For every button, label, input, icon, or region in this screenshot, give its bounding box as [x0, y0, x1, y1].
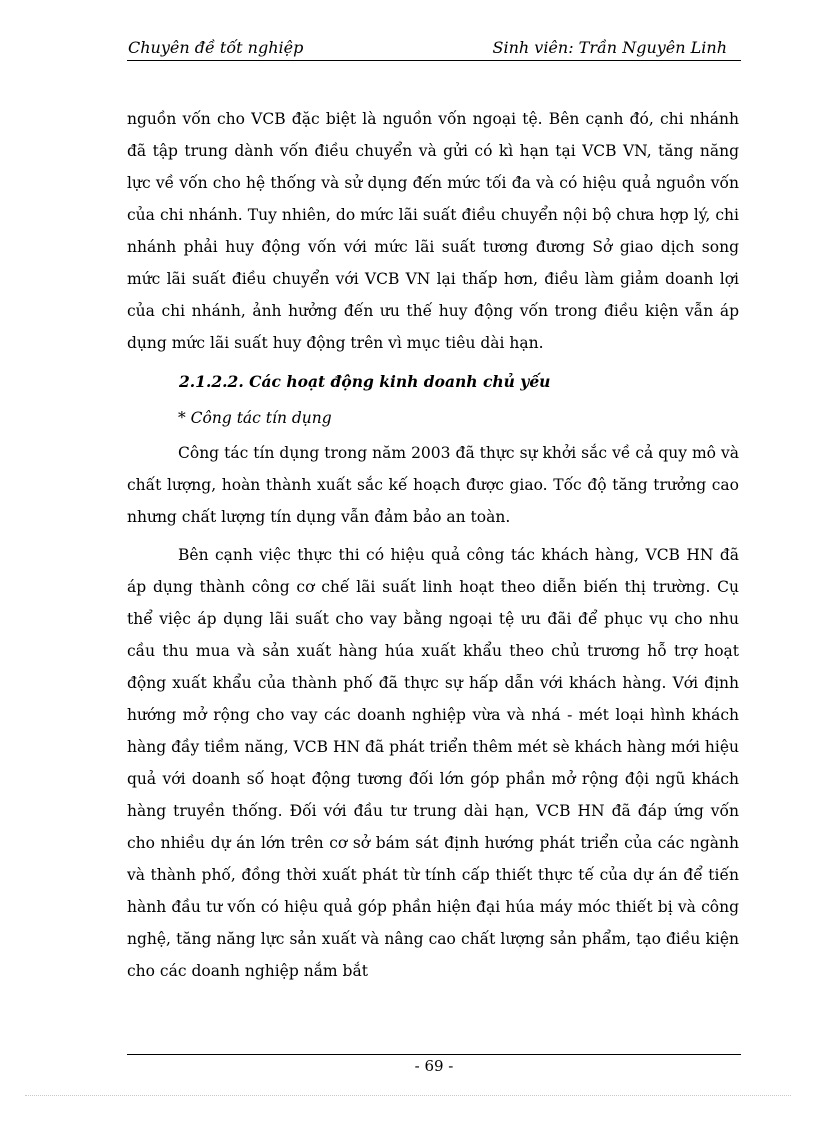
section-heading: 2.1.2.2. Các hoạt động kinh doanh chủ yếu	[179, 372, 551, 391]
paragraph-credit-details: Bên cạnh việc thực thi có hiệu quả công tác khách hàng, VCB HN đã áp dụng thành công cơ chế lãi suất linh hoạt theo diễn biến thị trường. Cụ thể việc áp dụng lãi suất cho vay bằng ngoại tệ ưu đãi để phục vụ cho nhu cầu thu mua và sản xuất hàng húa xuất khẩu theo chủ trương hỗ trợ hoạt động xuất khẩu của thành phố đã thực sự hấp dẫn với khách hàng. Với định hướng mở rộng cho vay các doanh nghiệp vừa và nhá - mét loại hình khách hàng đầy tiềm năng, VCB HN đã phát triển thêm mét sè khách hàng mới hiệu quả với doanh số hoạt động tương đối lớn góp phần mở rộng đội ngũ khách hàng truyền thống. Đối với đầu tư trung dài hạn, VCB HN đã đáp ứng vốn cho nhiều dự án lớn trên cơ sở bám sát định hướng phát triển của các ngành và thành phố, đồng thời xuất phát từ tính cấp thiết thực tế của dự án để tiến hành đầu tư vốn có hiệu quả góp phần hiện đại húa máy móc thiết bị và công nghệ, tăng năng lực sản xuất và nâng cao chất lượng sản phẩm, tạo điều kiện cho các doanh nghiệp nắm bắt	[127, 546, 739, 980]
page-bottom-edge	[25, 1095, 791, 1096]
header-author: Sinh viên: Trần Nguyên Linh	[492, 38, 727, 57]
paragraph-credit-overview: Công tác tín dụng trong năm 2003 đã thực sự khởi sắc về cả quy mô và chất lượng, hoàn thành xuất sắc kế hoạch được giao. Tốc độ tăng trưởng cao nhưng chất lượng tín dụng vẫn đảm bảo an toàn.	[127, 444, 739, 526]
page-header	[127, 38, 741, 61]
page-body	[127, 103, 739, 987]
header-document-title: Chuyên đề tốt nghiệp	[128, 38, 304, 57]
page-number: - 69 -	[414, 1057, 454, 1075]
paragraph-capital-sources: nguồn vốn cho VCB đặc biệt là nguồn vốn ngoại tệ. Bên cạnh đó, chi nhánh đã tập trung dành vốn điều chuyển và gửi có kì hạn tại VCB VN, tăng năng lực về vốn cho hệ thống và sử dụng đến mức tối đa và có hiệu quả nguồn vốn của chi nhánh. Tuy nhiên, do mức lãi suất điều chuyển nội bộ chưa hợp lý, chi nhánh phải huy động vốn với mức lãi suất tương đương Sở giao dịch song mức lãi suất điều chuyển với VCB VN lại thấp hơn, điều làm giảm doanh lợi của chi nhánh, ảnh hưởng đến ưu thế huy động vốn trong điều kiện vẫn áp dụng mức lãi suất huy động trên vì mục tiêu dài hạn.	[127, 110, 739, 352]
subsection-heading: * Công tác tín dụng	[178, 409, 332, 427]
footer-divider	[127, 1054, 741, 1055]
